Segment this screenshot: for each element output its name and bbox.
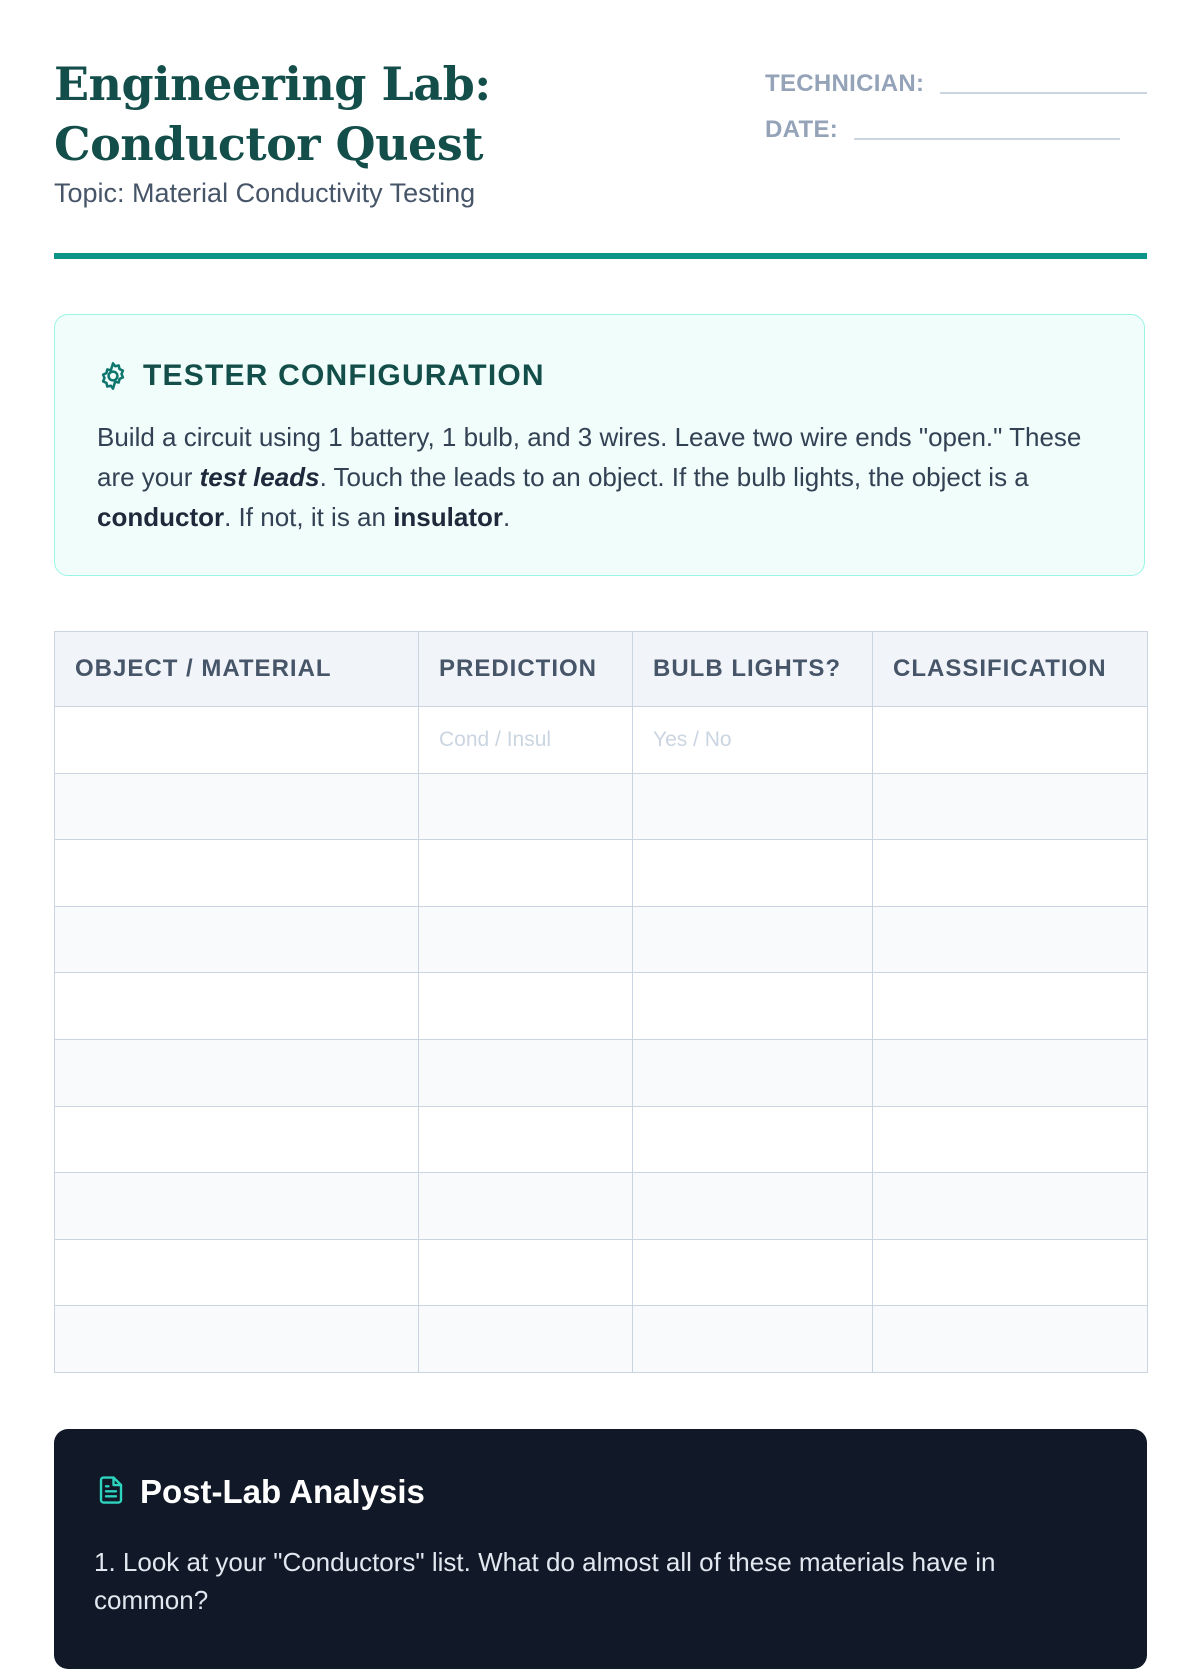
header-bulb-lights: BULB LIGHTS? [633, 632, 873, 707]
page-title: Engineering Lab: Conductor Quest [54, 57, 491, 171]
prediction-cell[interactable] [419, 773, 633, 840]
classification-cell[interactable] [873, 1173, 1148, 1240]
config-text-2: . Touch the leads to an object. If the bulb lights, the object is a [319, 462, 1029, 492]
table-row [55, 1306, 1148, 1373]
classification-cell[interactable] [873, 773, 1148, 840]
table-row [55, 973, 1148, 1040]
analysis-heading [96, 1473, 425, 1511]
topic-subtitle: Topic: Material Conductivity Testing [54, 178, 476, 208]
object-cell[interactable] [55, 707, 419, 774]
config-text-3: . If not, it is an [224, 502, 394, 532]
observation-table [54, 631, 1148, 1373]
object-cell[interactable] [55, 1039, 419, 1106]
date-write-line[interactable] [854, 138, 1120, 140]
table-row [55, 773, 1148, 840]
bulb-lights-cell[interactable] [633, 906, 873, 973]
prediction-cell[interactable] [419, 1173, 633, 1240]
technician-write-line[interactable] [940, 92, 1147, 94]
bulb-lights-cell[interactable] [633, 1239, 873, 1306]
classification-cell[interactable] [873, 1239, 1148, 1306]
prediction-cell[interactable] [419, 1239, 633, 1306]
prediction-cell[interactable] [419, 1039, 633, 1106]
table-row [55, 1039, 1148, 1106]
classification-cell[interactable] [873, 906, 1148, 973]
bulb-lights-cell[interactable] [633, 773, 873, 840]
classification-cell[interactable] [873, 707, 1148, 774]
worksheet-page [54, 0, 1147, 1615]
term-insulator: insulator [393, 502, 503, 532]
classification-cell[interactable] [873, 840, 1148, 907]
post-lab-analysis-box [54, 1429, 1147, 1669]
table-row [55, 1106, 1148, 1173]
technician-date-fields [765, 52, 1147, 144]
object-cell[interactable] [55, 1106, 419, 1173]
table-header-row [55, 632, 1148, 707]
object-cell[interactable] [55, 840, 419, 907]
date-field [765, 98, 1147, 144]
prediction-cell[interactable] [419, 1306, 633, 1373]
technician-field [765, 52, 1147, 98]
table-row [55, 1173, 1148, 1240]
analysis-title: Post-Lab Analysis [140, 1473, 425, 1510]
classification-cell[interactable] [873, 1106, 1148, 1173]
object-cell[interactable] [55, 1306, 419, 1373]
table-row [55, 906, 1148, 973]
object-cell[interactable] [55, 1239, 419, 1306]
bulb-lights-cell[interactable]: Yes / No [633, 707, 873, 774]
prediction-cell[interactable]: Cond / Insul [419, 707, 633, 774]
gear-icon [97, 360, 129, 392]
term-test-leads: test leads [199, 462, 320, 492]
technician-label: TECHNICIAN: [765, 70, 925, 97]
analysis-question-1: 1. Look at your "Conductors" list. What do almost all of these materials have in common? [94, 1547, 996, 1615]
classification-cell[interactable] [873, 973, 1148, 1040]
config-heading [97, 359, 545, 393]
bulb-lights-cell[interactable] [633, 1306, 873, 1373]
classification-cell[interactable] [873, 1306, 1148, 1373]
bulb-lights-cell[interactable] [633, 1039, 873, 1106]
bulb-lights-cell[interactable] [633, 840, 873, 907]
header-prediction: PREDICTION [419, 632, 633, 707]
document-icon [96, 1474, 126, 1511]
date-label: DATE: [765, 116, 839, 143]
term-conductor: conductor [97, 502, 225, 532]
prediction-cell[interactable] [419, 1106, 633, 1173]
classification-cell[interactable] [873, 1039, 1148, 1106]
object-cell[interactable] [55, 906, 419, 973]
config-text-1: Build a circuit using 1 battery, 1 bulb, and 3 wires. Leave two wire ends "open." These are your [97, 422, 1082, 492]
prediction-cell[interactable] [419, 840, 633, 907]
bulb-lights-cell[interactable] [633, 973, 873, 1040]
prediction-cell[interactable] [419, 973, 633, 1040]
table-row [55, 707, 1148, 774]
tester-configuration-box [54, 314, 1145, 576]
object-cell[interactable] [55, 973, 419, 1040]
bulb-lights-cell[interactable] [633, 1173, 873, 1240]
config-text-4: . [502, 502, 511, 532]
prediction-cell[interactable] [419, 906, 633, 973]
config-instructions [97, 417, 1107, 537]
header-object-material: OBJECT / MATERIAL [55, 632, 419, 707]
object-cell[interactable] [55, 1173, 419, 1240]
header-classification: CLASSIFICATION [873, 632, 1148, 707]
bulb-lights-cell[interactable] [633, 1106, 873, 1173]
table-row [55, 1239, 1148, 1306]
config-title: TESTER CONFIGURATION [143, 359, 545, 392]
table-row [55, 840, 1148, 907]
object-cell[interactable] [55, 773, 419, 840]
header-divider [54, 253, 1147, 259]
worksheet-header [54, 0, 1147, 262]
